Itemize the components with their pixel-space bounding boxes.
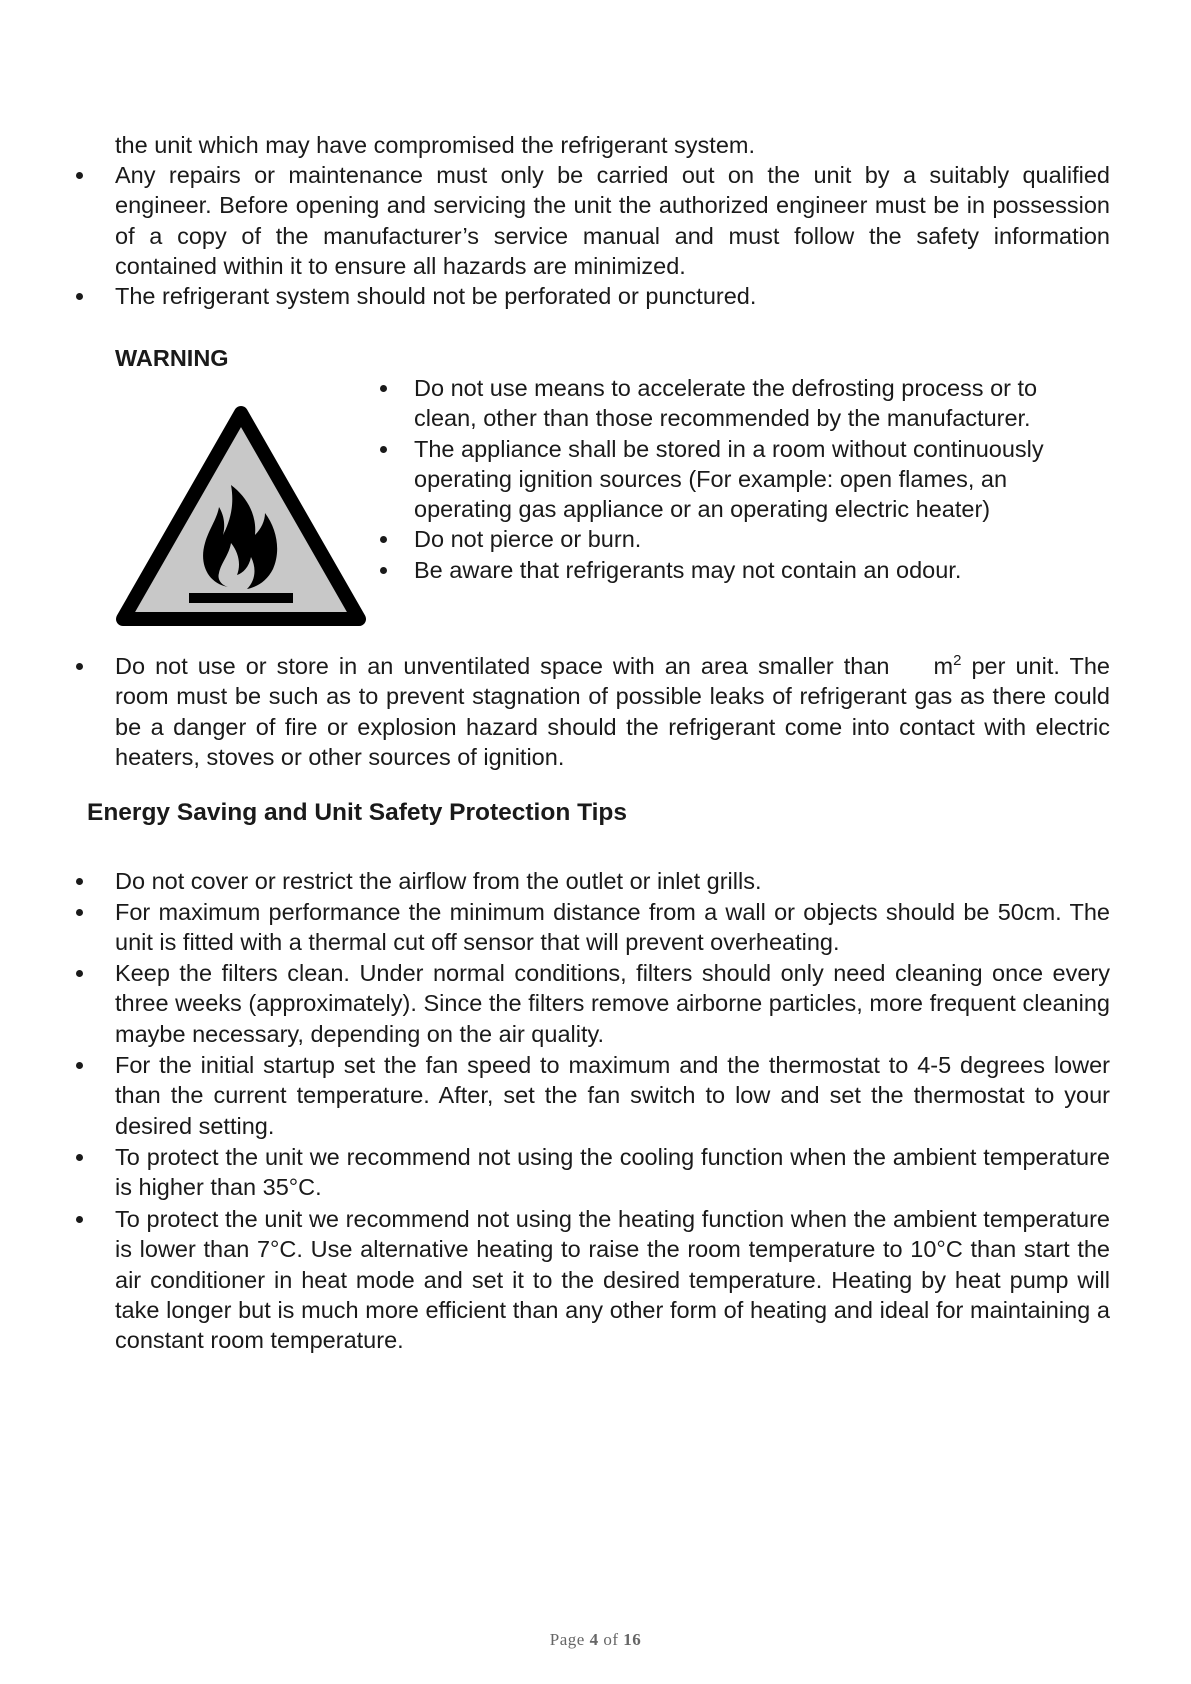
current-page-number: 4: [589, 1630, 599, 1649]
continuation-line: the unit which may have compromised the refrigerant system.: [115, 132, 755, 158]
bullet-marker: [76, 293, 83, 300]
list-item-text: Any repairs or maintenance must only be carried out on the unit by a suitably qualified engineer. Before opening and servicing the unit the authorized engineer must be in possession of a copy of the manufacturer’s service manual and must follow the safety information contained within it to ensure all hazards are minimized.: [115, 162, 1110, 279]
list-item-text: To protect the unit we recommend not using the cooling function when the ambient temperature is higher than 35°C.: [115, 1144, 1110, 1201]
list-item-text: The appliance shall be stored in a room without continuously operating ignition sources (For example: open flames, an operating gas appliance or an operating electric heater): [414, 435, 1044, 523]
bullet-marker: [380, 385, 387, 392]
flame-base-bar: [189, 593, 293, 603]
list-item: [115, 958, 1110, 1049]
list-item-text: Do not use means to accelerate the defrosting process or to clean, other than those recommended by the manufacturer.: [414, 375, 1038, 432]
of-label: of: [603, 1630, 619, 1649]
list-item: [414, 524, 1104, 554]
bullet-marker: [380, 567, 387, 574]
list-item: [115, 160, 1110, 281]
list-item-text: For the initial startup set the fan speed to maximum and the thermostat to 4-5 degrees lower than the current temperature. After, set the fan switch to low and set the thermostat to your desired setting.: [115, 1052, 1110, 1139]
list-item: [115, 1142, 1110, 1203]
space-warning-text: Do not use or store in an unventilated space with an area smaller than: [115, 653, 890, 679]
list-item: [115, 897, 1110, 958]
list-item: [414, 555, 1104, 585]
list-item-text: The refrigerant system should not be perforated or punctured.: [115, 283, 757, 309]
page-label: Page: [549, 1630, 585, 1649]
bullet-marker: [76, 878, 83, 885]
list-item-text: Keep the filters clean. Under normal conditions, filters should only need cleaning once every three weeks (approximately). Since the filters remove airborne particles, more frequent cleaning maybe necessary, depending on the air quality.: [115, 960, 1110, 1047]
space-warning-details: The room must be such as to prevent stagnation of possible leaks of refrigerant gas as there could be a danger of fire or explosion hazard should the refrigerant come into contact with electric heaters, stoves or other sources of ignition.: [115, 653, 1110, 770]
warning-list: [414, 373, 1104, 585]
list-item-text: Do not cover or restrict the airflow from the outlet or inlet grills.: [115, 868, 762, 894]
warning-heading: WARNING: [115, 345, 229, 371]
list-item: [115, 281, 1110, 311]
list-item-text: For maximum performance the minimum distance from a wall or objects should be 50cm. The unit is fitted with a thermal cut off sensor that will prevent overheating.: [115, 899, 1110, 956]
bullet-marker: [76, 1062, 83, 1069]
bullet-marker: [76, 909, 83, 916]
flammable-warning-icon: [115, 403, 367, 629]
list-item: [115, 1050, 1110, 1141]
list-item-text: [115, 651, 1110, 772]
bullet-marker: [76, 1154, 83, 1161]
list-item: [115, 866, 1110, 896]
area-unit: m: [933, 653, 954, 679]
bullet-marker: [76, 970, 83, 977]
bullet-marker: [76, 663, 83, 670]
list-item: [414, 373, 1104, 434]
total-pages-number: 16: [623, 1630, 642, 1649]
bullet-marker: [76, 1216, 83, 1223]
bullet-marker: [380, 446, 387, 453]
space-warning-suffix: per unit.: [971, 653, 1060, 679]
list-item: [414, 434, 1104, 525]
list-item-text: Do not pierce or burn.: [414, 526, 642, 553]
list-item: [115, 651, 1110, 772]
list-item-text: Be aware that refrigerants may not contain an odour.: [414, 556, 962, 583]
area-unit-exponent: 2: [953, 652, 962, 670]
list-item: [115, 1204, 1110, 1355]
page-footer: [0, 1630, 1191, 1650]
section-heading: Energy Saving and Unit Safety Protection Tips: [87, 799, 628, 826]
bullet-marker: [76, 172, 83, 179]
list-item-text: To protect the unit we recommend not using the heating function when the ambient temperature is lower than 7°C. Use alternative heating to raise the room temperature to 10°C than start the air conditioner in heat mode and set it to the desired temperature. Heating by heat pump will take longer but is much more efficient than any other form of heating and ideal for maintaining a constant room temperature.: [115, 1206, 1110, 1354]
bullet-marker: [380, 536, 387, 543]
